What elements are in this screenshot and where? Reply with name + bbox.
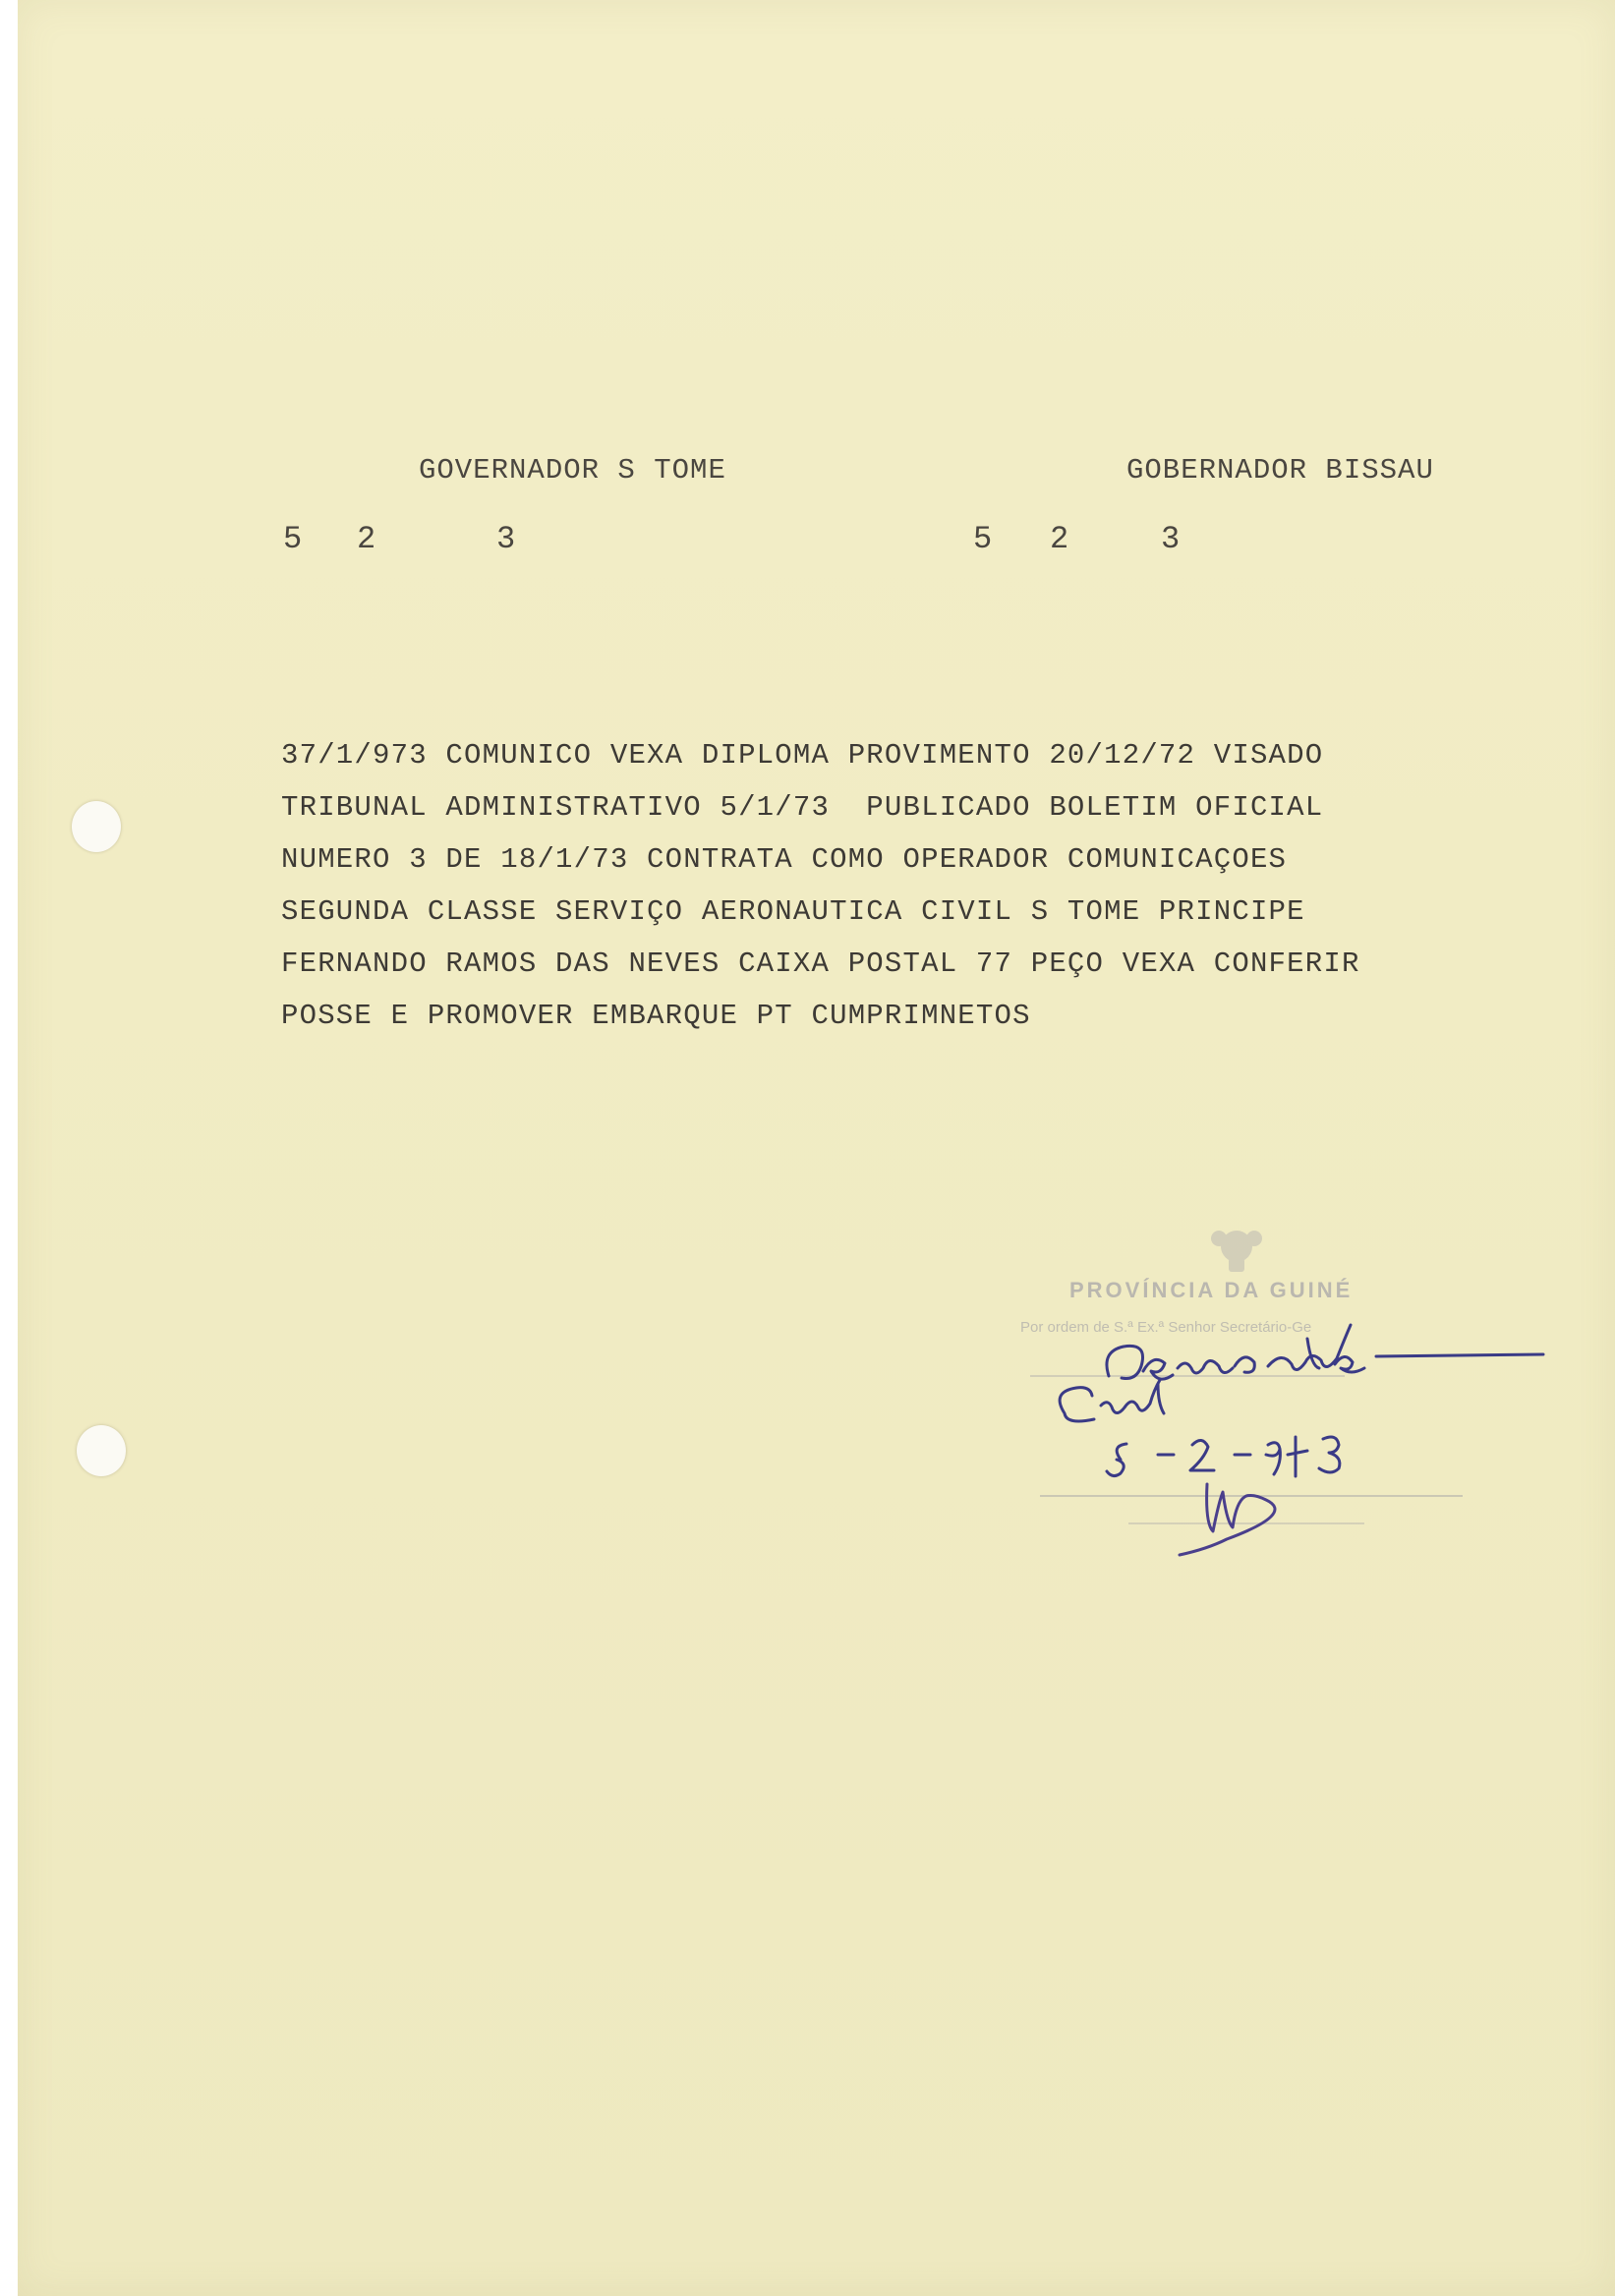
telegram-line: SEGUNDA CLASSE SERVIÇO AERONAUTICA CIVIL S TOME PRINCIPE [281,895,1305,928]
telegram-line: POSSE E PROMOVER EMBARQUE PT CUMPRIMNETOS [281,1000,1031,1032]
recipient-header: GOBERNADOR BISSAU [1126,454,1434,487]
punch-hole [77,1425,126,1476]
telegram-line: FERNANDO RAMOS DAS NEVES CAIXA POSTAL 77 PEÇO VEXA CONFERIR [281,947,1360,980]
left-reference-number: 5 [283,521,304,557]
stamp-order-text: Por ordem de S.ª Ex.ª Senhor Secretário-Ge [1020,1319,1312,1336]
right-reference-number: 2 [1050,521,1070,557]
stamp-graphic [1010,1209,1561,1602]
sender-header: GOVERNADOR S TOME [419,454,726,487]
telegram-line: NUMERO 3 DE 18/1/73 CONTRATA COMO OPERADOR COMUNICAÇOES [281,843,1288,876]
handwritten-annotation [1060,1325,1543,1555]
telegram-line: 37/1/973 COMUNICO VEXA DIPLOMA PROVIMENTO 20/12/72 VISADO [281,739,1324,772]
right-reference-number: 5 [973,521,994,557]
coat-of-arms-icon [1211,1231,1262,1272]
punch-hole [72,801,121,852]
stamp-province-text: PROVÍNCIA DA GUINÉ [1069,1278,1354,1302]
official-stamp-and-signature [1010,1209,1561,1602]
telegram-line: TRIBUNAL ADMINISTRATIVO 5/1/73 PUBLICADO BOLETIM OFICIAL [281,791,1324,824]
telegram-body [281,729,1360,1042]
document-page [18,0,1615,2296]
right-reference-number: 3 [1161,521,1182,557]
left-reference-number: 2 [357,521,377,557]
left-reference-number: 3 [496,521,517,557]
